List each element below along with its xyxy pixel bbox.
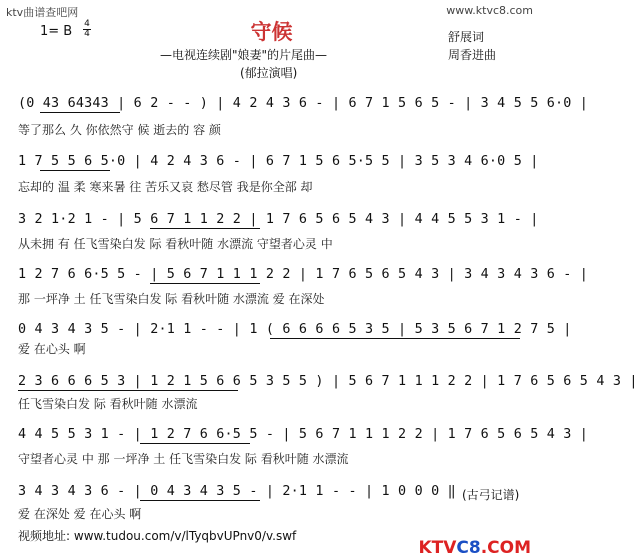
- score-row-4-lyrics: 那 一坪净 土 任飞雪染白发 际 看秋叶随 水漂流 爱 在深处: [18, 292, 325, 306]
- score-row-5-lyrics: 爱 在心头 啊: [18, 342, 86, 356]
- song-title: 守候: [250, 20, 293, 44]
- score-row-1-notes: (0 43 64343 | 6 2 - - ) | 4 2 4 3 6 - | 6 7 1 5 6 5 - | 3 4 5 5 6·0 |: [18, 96, 589, 111]
- beam-underline: [270, 338, 520, 339]
- composer-credit: 周香进曲: [448, 48, 497, 62]
- score-row-6-notes: 2 3 6 6 6 5 3 | 1 2 1 5 6 6 5 3 5 5 ) | 5 6 7 1 1 1 2 2 | 1 7 6 5 6 5 4 3 |: [18, 374, 638, 389]
- score-row-8-notes: 3 4 3 4 3 6 - | 0 4 3 4 3 5 - | 2·1 1 - - | 1 0 0 0 ‖: [18, 484, 456, 499]
- score-row-7-lyrics: 守望者心灵 中 那 一坪净 土 任飞雪染白发 际 看秋叶随 水漂流: [18, 452, 349, 466]
- beam-underline: [150, 283, 260, 284]
- beam-underline: [40, 112, 120, 113]
- score-row-7-notes: 4 4 5 5 3 1 - | 1 2 7 6 6·5 5 - | 5 6 7 1 1 1 2 2 | 1 7 6 5 6 5 4 3 |: [18, 427, 589, 442]
- video-url[interactable]: www.tudou.com/v/lTyqbvUPnv0/v.swf: [73, 529, 297, 543]
- key-signature: 1= B: [40, 24, 73, 39]
- song-subtitle: —电视连续剧"娘妻"的片尾曲—: [160, 48, 328, 62]
- beam-underline: [18, 390, 238, 391]
- score-row-4-notes: 1 2 7 6 6·5 5 - | 5 6 7 1 1 1 2 2 | 1 7 6 5 6 5 4 3 | 3 4 3 4 3 6 - |: [18, 267, 589, 282]
- beam-underline: [140, 500, 260, 501]
- video-link[interactable]: [18, 527, 296, 544]
- score-row-3-lyrics: 从未拥 有 任飞雪染白发 际 看秋叶随 水漂流 守望者心灵 中: [18, 237, 333, 251]
- time-signature-bottom: 4: [84, 29, 90, 39]
- beam-underline: [140, 443, 250, 444]
- time-signature-top: 4: [84, 19, 90, 29]
- beam-underline: [150, 228, 260, 229]
- logo-part3: .COM: [480, 538, 531, 558]
- logo-part1: KTV: [418, 538, 457, 558]
- score-row-2-notes: 1 7 5 5 6 5·0 | 4 2 4 3 6 - | 6 7 1 5 6 5·5 5 | 3 5 3 4 6·0 5 |: [18, 154, 539, 169]
- video-label: 视频地址:: [18, 529, 71, 543]
- beam-underline: [40, 170, 110, 171]
- score-row-5-notes: 0 4 3 4 3 5 - | 2·1 1 - - | 1 ( 6 6 6 6 5 3 5 | 5 3 5 6 7 1 2 7 5 |: [18, 322, 572, 337]
- score-row-1-lyrics: 等了那么 久 你依然守 候 逝去的 容 颜: [18, 123, 221, 137]
- lyricist-credit: 舒展词: [448, 30, 485, 44]
- score-row-8-lyrics: 爱 在深处 爱 在心头 啊: [18, 507, 142, 521]
- logo-part2: C8: [456, 538, 481, 558]
- transcriber-note: (古弓记谱): [462, 488, 520, 502]
- site-logo: [418, 538, 531, 558]
- score-row-3-notes: 3 2 1·2 1 - | 5 6 7 1 1 2 2 | 1 7 6 5 6 5 4 3 | 4 4 5 5 3 1 - |: [18, 212, 539, 227]
- watermark-left: ktv曲谱查吧网: [6, 6, 79, 19]
- score-row-6-lyrics: 任飞雪染白发 际 看秋叶随 水漂流: [18, 397, 198, 411]
- watermark-right: www.ktvc8.com: [446, 4, 533, 17]
- singer-credit: (郁拉演唱): [240, 66, 298, 80]
- score-row-2-lyrics: 忘却的 温 柔 寒来暑 往 苦乐又哀 愁尽管 我是你全部 却: [18, 180, 313, 194]
